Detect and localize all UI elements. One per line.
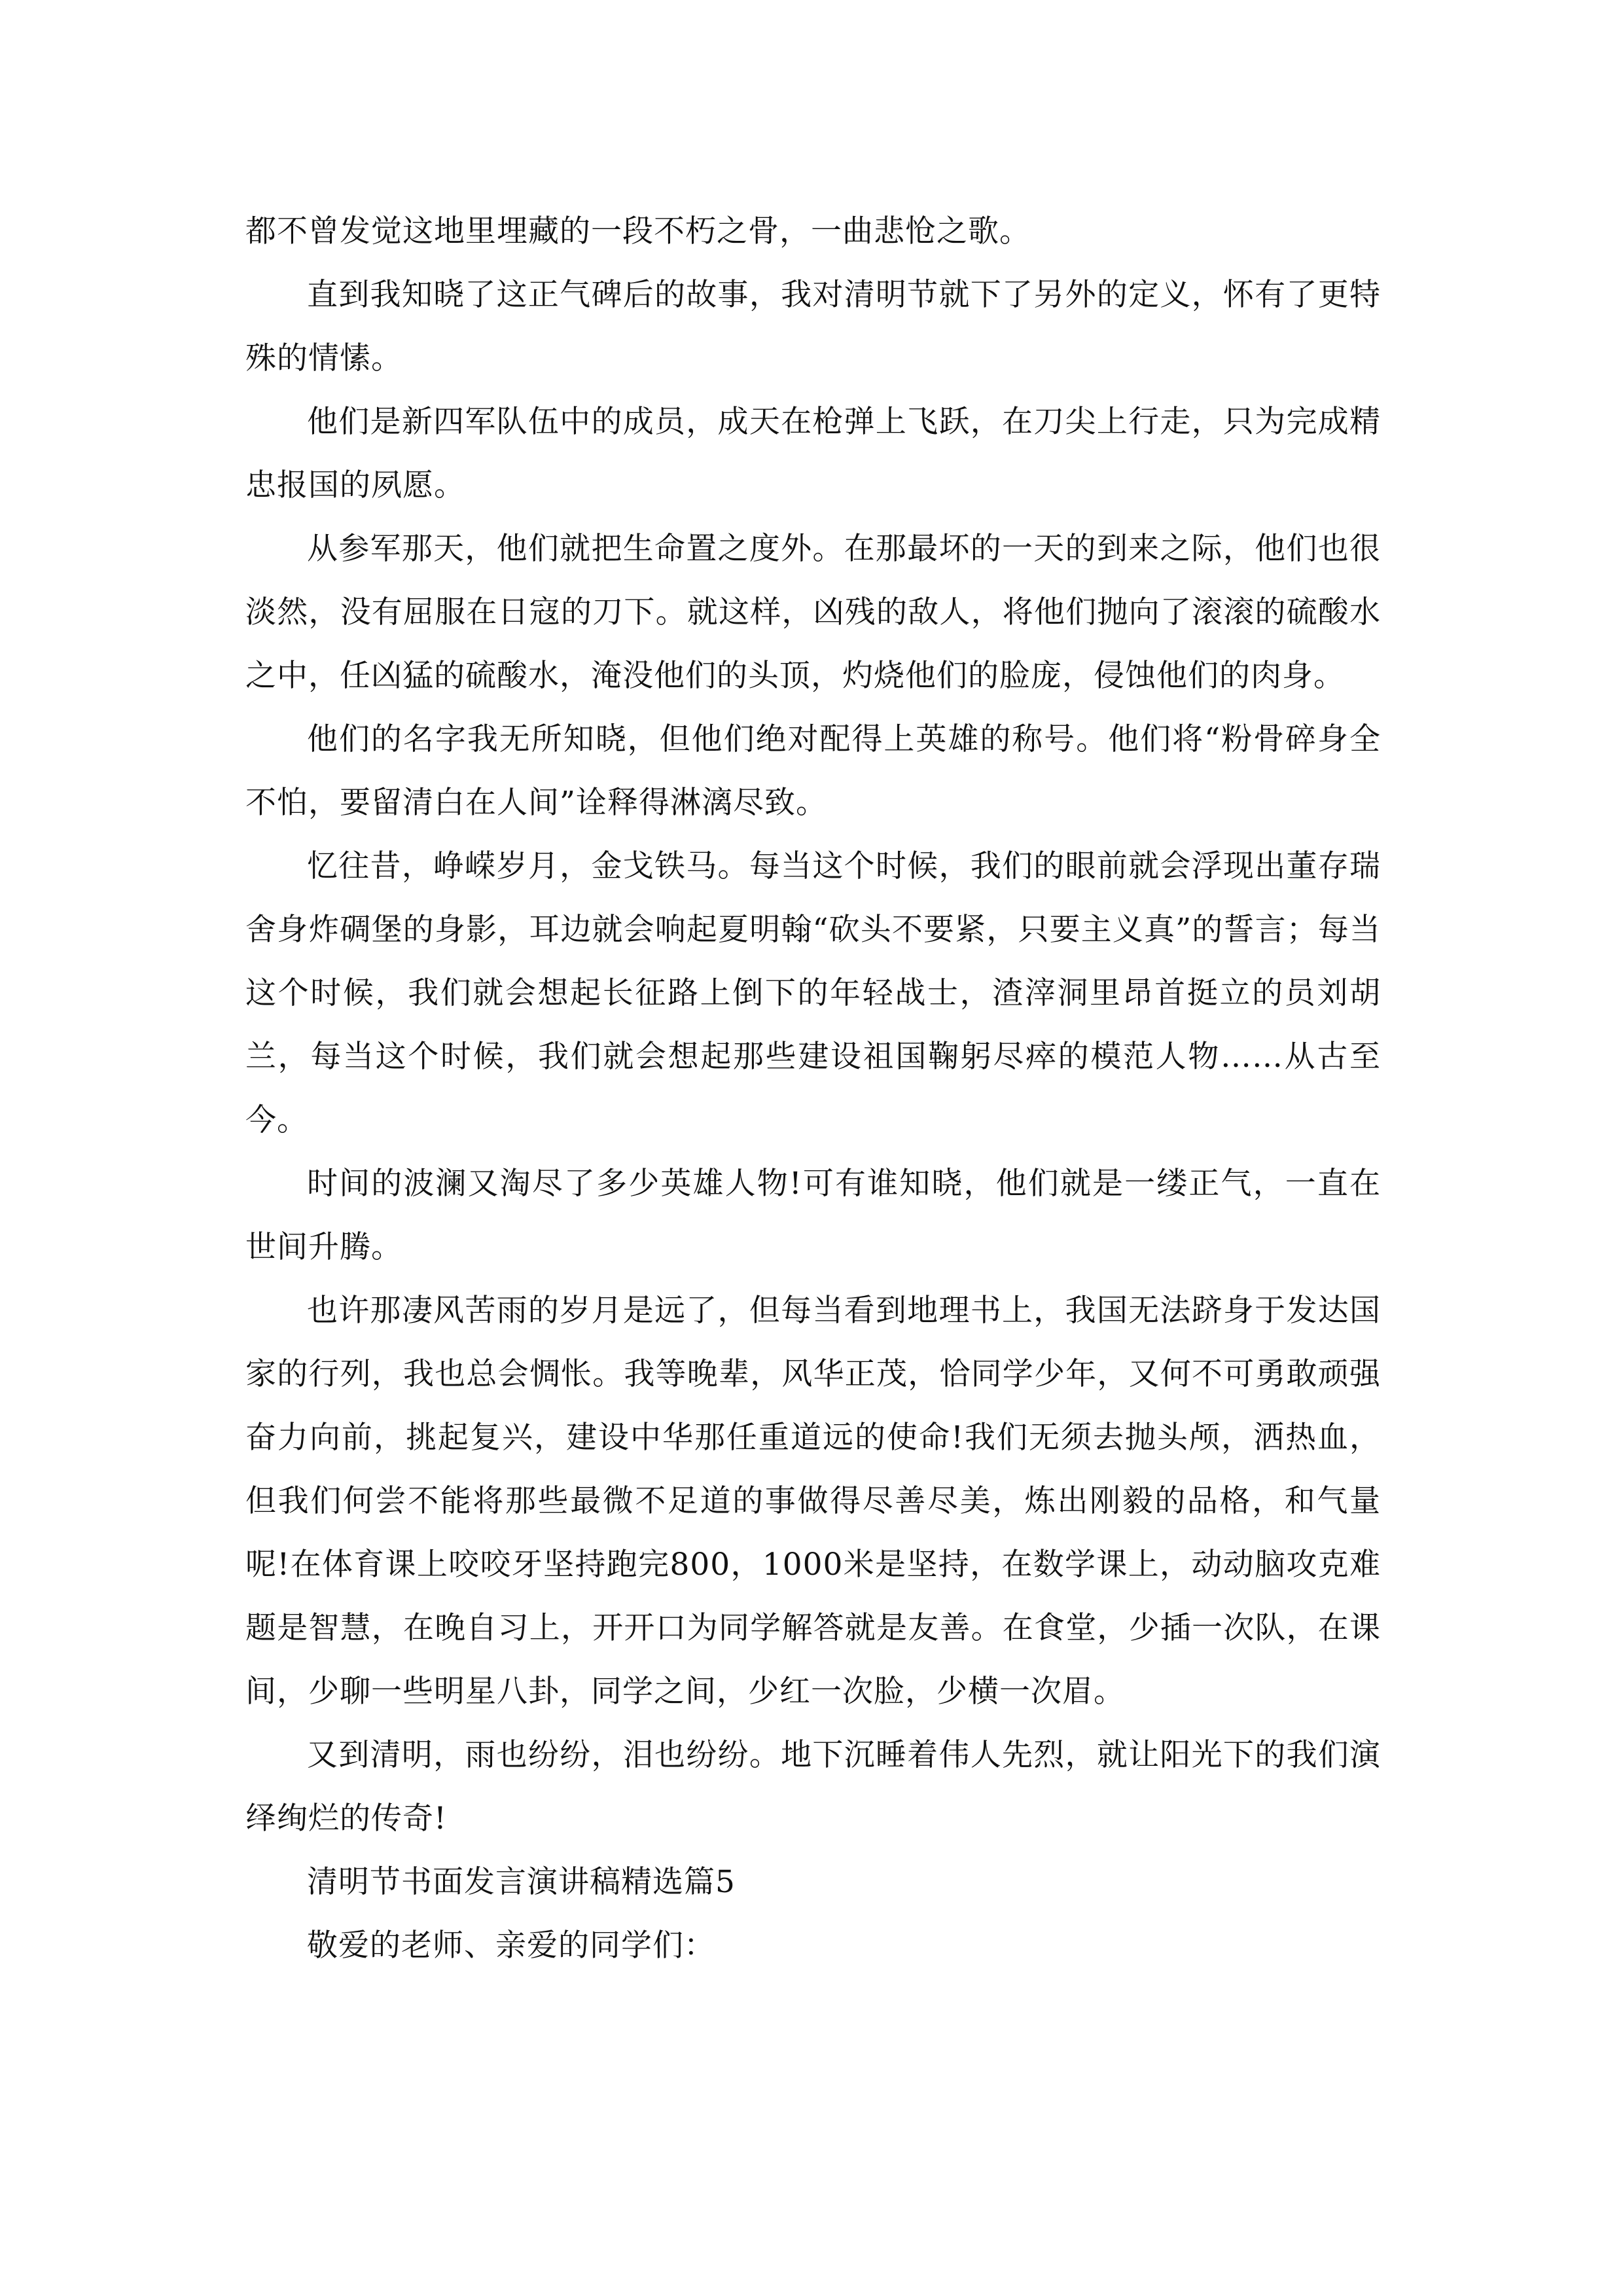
salutation: 敬爱的老师、亲爱的同学们： — [307, 1928, 715, 1964]
paragraph: 又到清明，雨也纷纷，泪也纷纷。地下沉睡着伟人先烈，就让阳光下的我们演绎绚烂的传奇! — [245, 1737, 1381, 1837]
paragraph: 他们是新四军队伍中的成员，成天在枪弹上飞跃，在刀尖上行走，只为完成精忠报国的夙愿。 — [245, 404, 1381, 503]
paragraph: 直到我知晓了这正气碑后的故事，我对清明节就下了另外的定义，怀有了更特殊的情愫。 — [245, 277, 1381, 376]
paragraph: 也许那凄风苦雨的岁月是远了，但每当看到地理书上，我国无法跻身于发达国家的行列，我也总会惆怅。我等晚辈，风华正茂，恰同学少年，又何不可勇敢顽强奋力向前，挑起复兴，建设中华那任重道远的使命!我们无须去抛头颅，洒热血，但我们何尝不能将那些最微不足道的事做得尽善尽美，炼出刚毅的品格，和气量呢!在体育课上咬咬牙坚持跑完800，1000米是坚持，在数学课上，动动脑攻克难题是智慧，在晚自习上，开开口为同学解答就是友善。在食堂，少插一次队，在课间，少聊一些明星八卦，同学之间，少红一次脸，少横一次眉。 — [245, 1293, 1381, 1710]
paragraph: 从参军那天，他们就把生命置之度外。在那最坏的一天的到来之际，他们也很淡然，没有屈服在日寇的刀下。就这样，凶残的敌人，将他们抛向了滚滚的硫酸水之中，任凶猛的硫酸水，淹没他们的头顶，灼烧他们的脸庞，侵蚀他们的肉身。 — [245, 531, 1381, 694]
paragraph: 时间的波澜又淘尽了多少英雄人物!可有谁知晓，他们就是一缕正气，一直在世间升腾。 — [245, 1166, 1381, 1265]
document-body — [245, 200, 1381, 1977]
paragraph: 他们的名字我无所知晓，但他们绝对配得上英雄的称号。他们将“粉骨碎身全不怕，要留清白在人间”诠释得淋漓尽致。 — [245, 721, 1381, 821]
section-title: 清明节书面发言演讲稿精选篇5 — [307, 1864, 736, 1900]
paragraph: 忆往昔，峥嵘岁月，金戈铁马。每当这个时候，我们的眼前就会浮现出董存瑞舍身炸碉堡的身影，耳边就会响起夏明翰“砍头不要紧，只要主义真”的誓言；每当这个时候，我们就会想起长征路上倒下的年轻战士，渣滓洞里昂首挺立的员刘胡兰，每当这个时候，我们就会想起那些建设祖国鞠躬尽瘁的模范人物……从古至今。 — [245, 848, 1381, 1138]
paragraph-continuation: 都不曾发觉这地里埋藏的一段不朽之骨，一曲悲怆之歌。 — [245, 213, 1031, 249]
